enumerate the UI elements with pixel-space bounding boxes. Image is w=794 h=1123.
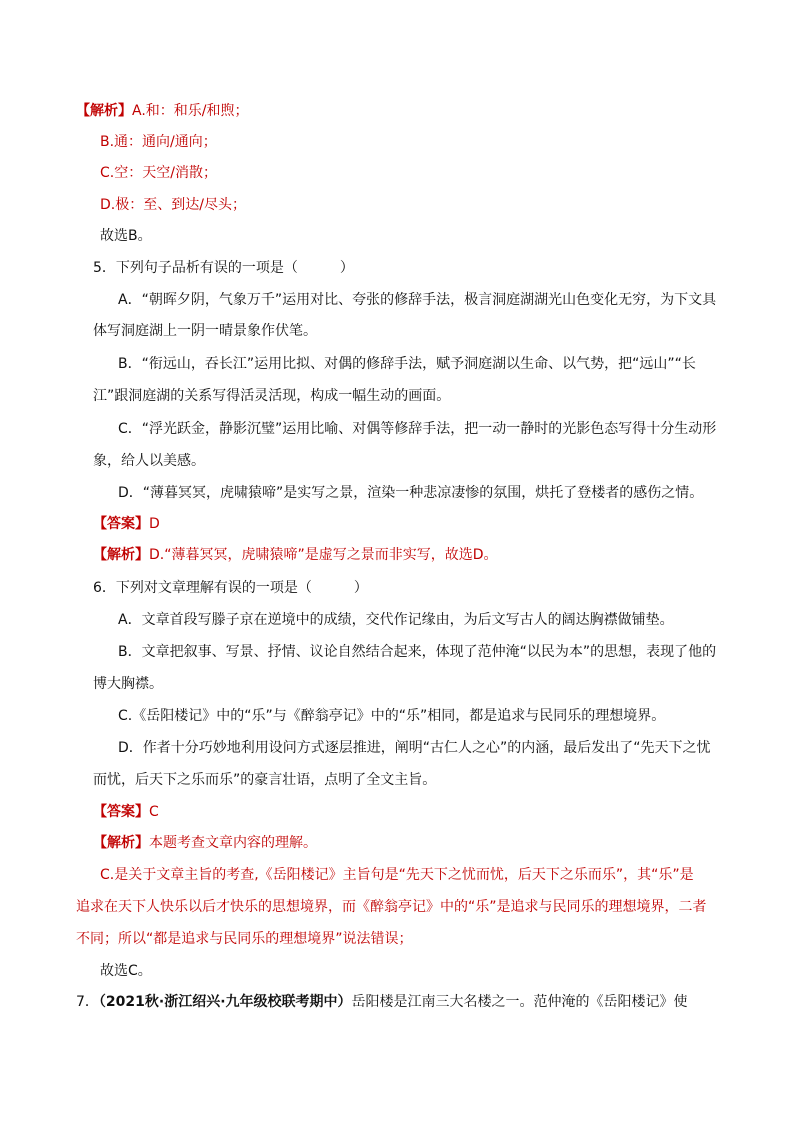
explanation-conclusion xyxy=(100,226,152,246)
question-6: 6．下列对文章理解有误的一项是（ ） xyxy=(93,580,368,596)
explanation-text: A.和：和乐/和煦； xyxy=(132,103,249,119)
question-number: 7． xyxy=(76,994,99,1010)
explanation-6 xyxy=(93,833,317,853)
option-6b-cont: 博大胸襟。 xyxy=(93,676,163,692)
option-5c-cont: 象，给人以美感。 xyxy=(93,453,205,469)
explanation-line: 追求在天下人快乐以后才快乐的思想境界，而《醉翁亭记》中的“乐”是追求与民同乐的理想境界，二者 xyxy=(76,899,707,915)
option-5b-cont: 江”跟洞庭湖的关系写得活灵活现，构成一幅生动的画面。 xyxy=(93,388,451,404)
question-source: （2021秋·浙江绍兴·九年级校联考期中） xyxy=(98,994,352,1010)
explanation-line: 不同；所以“都是追求与民同乐的理想境界”说法错误； xyxy=(76,931,413,947)
answer-value: D xyxy=(149,516,160,532)
answer-tag: 【答案】 xyxy=(93,516,149,532)
answer-tag: 【答案】 xyxy=(93,804,149,820)
option-6a: A．文章首段写滕子京在逆境中的成绩，交代作记缘由，为后文写古人的阔达胸襟做铺垫。 xyxy=(118,612,674,628)
explanation-line: C.空：天空/消散； xyxy=(100,165,217,181)
explanation-text: 本题考查文章内容的理解。 xyxy=(149,835,317,851)
explanation-line: D.极：至、到达/尽头； xyxy=(100,197,246,213)
answer-5 xyxy=(93,514,160,534)
option-5a-cont: 体写洞庭湖上一阴一晴景象作伏笔。 xyxy=(93,323,317,339)
answer-value: C xyxy=(149,804,159,820)
explanation-line: B.通：通向/通向； xyxy=(100,134,217,150)
option-5c: C．“浮光跃金，静影沉璧”运用比喻、对偶等修辞手法，把一动一静时的光影色态写得十分生动形 xyxy=(118,421,717,437)
option-6c: C.《岳阳楼记》中的“乐”与《醉翁亭记》中的“乐”相同，都是追求与民同乐的理想境界。 xyxy=(118,708,666,724)
explanation-conclusion: 故选C。 xyxy=(100,963,152,979)
question-7 xyxy=(76,992,688,1012)
explanation-line: C.是关于文章主旨的考查,《岳阳楼记》主旨句是“先天下之忧而忧，后天下之乐而乐”，其“乐”是 xyxy=(100,867,694,883)
option-6b: B．文章把叙事、写景、抒情、议论自然结合起来，体现了范仲淹“以民为本”的思想，表现了他的 xyxy=(118,644,717,660)
explanation-text: D.“薄暮冥冥，虎啸猿啼”是虚写之景而非实写，故选D。 xyxy=(149,547,498,563)
conclusion-text: 故选B。 xyxy=(100,228,152,244)
explanation-tag: 【解析】 xyxy=(93,547,149,563)
question-text: 岳阳楼是江南三大名楼之一。范仲淹的《岳阳楼记》使 xyxy=(351,994,688,1010)
answer-6 xyxy=(93,802,159,822)
option-5b: B．“衔远山，吞长江”运用比拟、对偶的修辞手法，赋予洞庭湖以生命、以气势，把“远山”“长 xyxy=(118,356,696,372)
explanation-tag: 【解析】 xyxy=(93,835,149,851)
explanation-4 xyxy=(76,101,249,121)
option-5d: D．“薄暮冥冥，虎啸猿啼”是实写之景，渲染一种悲凉凄惨的氛围，烘托了登楼者的感伤之情。 xyxy=(118,485,704,501)
option-5a: A．“朝晖夕阴，气象万千”运用对比、夸张的修辞手法，极言洞庭湖湖光山色变化无穷，为下文具 xyxy=(118,292,717,308)
option-6d: D．作者十分巧妙地利用设问方式逐层推进，阐明“古仁人之心”的内涵，最后发出了“先天下之忧 xyxy=(118,740,711,756)
option-6d-cont: 而忧，后天下之乐而乐”的豪言壮语，点明了全文主旨。 xyxy=(93,772,437,788)
explanation-5 xyxy=(93,545,498,565)
explanation-tag: 【解析】 xyxy=(76,103,132,119)
question-5: 5．下列句子品析有误的一项是（ ） xyxy=(93,260,354,276)
